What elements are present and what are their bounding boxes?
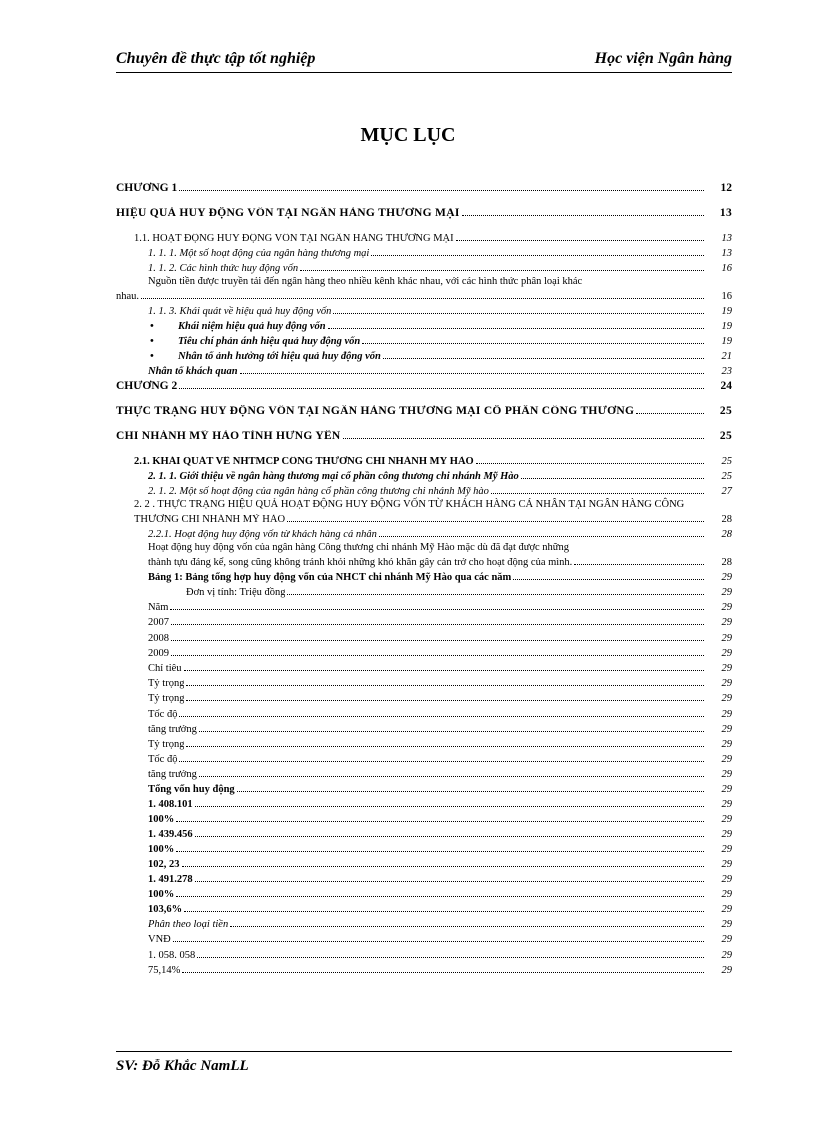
toc-entry-text: thành tựu đáng kể, song cũng không tránh khỏi những khó khăn gây cản trở cho hoạt động của mình. bbox=[148, 557, 573, 568]
toc-entry-text: • Nhân tố ảnh hưởng tới hiệu quả huy động vốn bbox=[150, 351, 381, 362]
toc-entry-text: 1. 1. 2. Các hình thức huy động vốn bbox=[148, 263, 299, 274]
dot-leader bbox=[199, 721, 704, 732]
toc-entry-text: 103,6% bbox=[148, 904, 183, 916]
toc-entry-text: THỰC TRẠNG HUY ĐỘNG VỐN TẠI NGÂN HÀNG THƯƠNG MẠI CỔ PHẦN CÔNG THƯƠNG bbox=[116, 405, 635, 417]
dot-leader bbox=[171, 614, 704, 625]
toc-entry[interactable] bbox=[116, 333, 732, 348]
dot-leader bbox=[195, 796, 704, 807]
toc-page-number: 27 bbox=[721, 486, 732, 497]
dot-leader bbox=[379, 526, 704, 537]
toc-entry-text: 1. 1. 1. Một số hoạt động của ngân hàng thương mại bbox=[148, 248, 370, 259]
toc-chapter-entry[interactable] bbox=[116, 180, 732, 194]
toc-entry[interactable] bbox=[116, 630, 732, 645]
toc-page-number: 29 bbox=[721, 874, 732, 886]
toc-entry[interactable] bbox=[116, 526, 732, 541]
dot-leader bbox=[171, 630, 704, 641]
toc-page-number: 13 bbox=[721, 248, 732, 259]
toc-entry[interactable] bbox=[116, 736, 732, 751]
toc-page-number: 29 bbox=[721, 919, 732, 931]
dot-leader bbox=[476, 453, 704, 464]
toc-entry-text: Phân theo loại tiền bbox=[148, 919, 229, 931]
header-left-title: Chuyên đề thực tập tốt nghiệp bbox=[116, 50, 316, 67]
toc-entry[interactable] bbox=[116, 303, 732, 318]
dot-leader bbox=[240, 363, 704, 374]
toc-page-number: 29 bbox=[721, 949, 732, 961]
dot-leader bbox=[574, 554, 704, 565]
toc-page-number: 29 bbox=[721, 632, 732, 644]
dot-leader bbox=[186, 675, 704, 686]
toc-page-number: 28 bbox=[721, 529, 732, 540]
toc-entry-text: 2009 bbox=[148, 647, 169, 659]
toc-entry[interactable] bbox=[116, 856, 732, 871]
dot-leader bbox=[383, 348, 704, 359]
toc-page-number: 19 bbox=[721, 336, 732, 347]
toc-page-number: 28 bbox=[721, 514, 732, 525]
page-footer bbox=[116, 1051, 732, 1075]
toc-entry[interactable] bbox=[116, 931, 732, 946]
toc-page-number: 29 bbox=[721, 602, 732, 614]
toc-entry-text: Chỉ tiêu bbox=[148, 662, 182, 674]
dot-leader bbox=[173, 931, 704, 942]
toc-page-number: 16 bbox=[721, 291, 732, 302]
dot-leader bbox=[170, 599, 704, 610]
dot-leader bbox=[141, 288, 704, 299]
toc-entry-text: 2.2.1. Hoạt động huy động vốn từ khách hàng cá nhân bbox=[148, 529, 377, 540]
toc-entry[interactable] bbox=[116, 811, 732, 826]
toc-entry[interactable] bbox=[116, 483, 732, 498]
toc-page-number: 13 bbox=[721, 233, 732, 244]
toc-page-number: 29 bbox=[721, 723, 732, 735]
toc-entry[interactable] bbox=[116, 511, 732, 526]
toc-entry[interactable] bbox=[116, 796, 732, 811]
dot-leader bbox=[179, 378, 704, 389]
toc-entry[interactable] bbox=[116, 554, 732, 569]
toc-entry-text: VNĐ bbox=[148, 934, 171, 946]
toc-page-number: 29 bbox=[721, 889, 732, 901]
dot-leader bbox=[328, 318, 704, 329]
toc-entry[interactable] bbox=[116, 403, 732, 417]
toc-entry[interactable] bbox=[116, 721, 732, 736]
dot-leader bbox=[179, 751, 704, 762]
toc-entry-text: 100% bbox=[148, 814, 175, 826]
dot-leader bbox=[182, 962, 704, 973]
toc-page-number: 29 bbox=[721, 587, 732, 598]
toc-page-number: 29 bbox=[721, 844, 732, 856]
toc-entry-text: tăng trưởng bbox=[148, 769, 197, 781]
toc-entry[interactable] bbox=[116, 584, 732, 599]
dot-leader bbox=[182, 856, 705, 867]
toc-entry[interactable] bbox=[116, 675, 732, 690]
dot-leader bbox=[371, 245, 704, 256]
dot-leader bbox=[197, 947, 704, 958]
toc-page-number: 29 bbox=[721, 784, 732, 796]
dot-leader bbox=[333, 303, 704, 314]
dot-leader bbox=[171, 645, 704, 656]
toc-page-number: 29 bbox=[721, 754, 732, 766]
toc-entry-text: 2007 bbox=[148, 617, 169, 629]
toc-entry[interactable] bbox=[116, 348, 732, 363]
toc-page-number: 21 bbox=[721, 351, 732, 362]
toc-entry[interactable] bbox=[116, 599, 732, 614]
toc-entry-text[interactable]: Hoạt động huy động vốn của ngân hàng Công thương chi nhánh Mỹ Hào mặc dù đã đạt được những bbox=[148, 542, 569, 553]
toc-entry[interactable] bbox=[116, 205, 732, 219]
toc-entry[interactable] bbox=[116, 363, 732, 378]
toc-page-number: 29 bbox=[721, 572, 732, 583]
toc-entry[interactable] bbox=[116, 901, 732, 916]
dot-leader bbox=[176, 841, 704, 852]
toc-entry-text: nhau. bbox=[116, 291, 140, 302]
toc-entry-text: 100% bbox=[148, 889, 175, 901]
toc-page-number: 29 bbox=[721, 617, 732, 629]
dot-leader bbox=[195, 871, 704, 882]
dot-leader bbox=[184, 660, 704, 671]
dot-leader bbox=[179, 180, 704, 191]
dot-leader bbox=[513, 569, 704, 580]
dot-leader bbox=[195, 826, 704, 837]
footer-student-name: SV: Đỗ Khắc NamLL bbox=[116, 1058, 249, 1074]
header-right-title: Học viện Ngân hàng bbox=[594, 50, 732, 67]
toc-entry[interactable] bbox=[116, 230, 732, 245]
dot-leader bbox=[636, 403, 704, 414]
toc-entry-text: Tổng vốn huy động bbox=[148, 784, 235, 796]
toc-entry-text: 2.1. KHÁI QUÁT VỀ NHTMCP CÔNG THƯƠNG CHI NHÁNH MỸ HÀO bbox=[134, 456, 474, 467]
toc-page-number: 12 bbox=[720, 182, 732, 194]
dot-leader bbox=[186, 690, 704, 701]
toc-entry[interactable] bbox=[116, 962, 732, 977]
toc-page-number: 25 bbox=[719, 430, 732, 442]
dot-leader bbox=[287, 584, 704, 595]
toc-entry[interactable] bbox=[116, 428, 732, 442]
toc-entry-text: CHI NHÁNH MỸ HÀO TỈNH HƯNG YÊN bbox=[116, 430, 341, 442]
toc-page-number: 19 bbox=[721, 306, 732, 317]
toc-entry-text: 1. 058. 058 bbox=[148, 949, 196, 961]
toc-entry-text: Tỷ trọng bbox=[148, 678, 185, 690]
toc-entry[interactable] bbox=[116, 468, 732, 483]
toc-entry-text: 100% bbox=[148, 844, 175, 856]
toc-entry-text: Năm bbox=[148, 602, 169, 614]
toc-entry[interactable] bbox=[116, 871, 732, 886]
dot-leader bbox=[456, 230, 704, 241]
toc-entry[interactable] bbox=[116, 614, 732, 629]
toc-entry-text: 75,14% bbox=[148, 964, 181, 976]
dot-leader bbox=[237, 781, 704, 792]
toc-page-number: 29 bbox=[721, 647, 732, 659]
table-of-contents bbox=[116, 180, 732, 977]
dot-leader bbox=[287, 511, 704, 522]
toc-page-number: 29 bbox=[721, 738, 732, 750]
toc-page-number: 24 bbox=[720, 380, 732, 392]
toc-page-number: 25 bbox=[719, 405, 732, 417]
toc-entry[interactable] bbox=[116, 260, 732, 275]
toc-entry-text: 2. 1. 2. Một số hoạt động của ngân hàng cổ phần công thương chi nhánh Mỹ hào bbox=[148, 486, 489, 497]
toc-entry-text: THƯƠNG CHI NHÁNH MỸ HÀO bbox=[134, 514, 286, 525]
toc-page-number: 29 bbox=[721, 662, 732, 674]
toc-page-number: 28 bbox=[721, 557, 732, 568]
dot-leader bbox=[300, 260, 704, 271]
page-title: MỤC LỤC bbox=[360, 124, 456, 146]
toc-entry-text[interactable]: 2. 2 . THỰC TRẠNG HIỆU QUẢ HOẠT ĐỘNG HUY ĐỘNG VỐN TỪ KHÁCH HÀNG CÁ NHÂN TẠI NGÂN HÀNG CÔNG bbox=[134, 499, 685, 510]
dot-leader bbox=[491, 483, 704, 494]
toc-entry[interactable] bbox=[116, 569, 732, 584]
toc-entry-text: CHƯƠNG 1 bbox=[116, 182, 178, 194]
toc-page-number: 13 bbox=[719, 207, 732, 219]
toc-entry-text: HIỆU QUẢ HUY ĐỘNG VỐN TẠI NGÂN HÀNG THƯƠNG MẠI bbox=[116, 207, 460, 219]
toc-entry-text: Tốc độ bbox=[148, 708, 178, 720]
dot-leader bbox=[199, 766, 704, 777]
toc-entry[interactable] bbox=[116, 841, 732, 856]
toc-entry-text: 1. 408.101 bbox=[148, 799, 193, 811]
toc-entry-text: Tỷ trọng bbox=[148, 693, 185, 705]
toc-entry-text: 2. 1. 1. Giới thiệu về ngân hàng thương mại cổ phần công thương chi nhánh Mỹ Hào bbox=[148, 471, 519, 482]
toc-entry-text: Đơn vị tính: Triệu đồng bbox=[186, 587, 286, 598]
toc-entry[interactable] bbox=[116, 660, 732, 675]
toc-entry[interactable] bbox=[116, 706, 732, 721]
toc-entry[interactable] bbox=[116, 245, 732, 260]
toc-entry-text: 1. 491.278 bbox=[148, 874, 193, 886]
toc-entry-text: • Tiêu chí phản ánh hiệu quả huy động vốn bbox=[150, 336, 360, 347]
toc-entry-text: 1.1. HOẠT ĐỘNG HUY ĐỘNG VỐN TẠI NGÂN HÀNG THƯƠNG MẠI bbox=[134, 233, 454, 244]
toc-entry[interactable] bbox=[116, 318, 732, 333]
toc-page-number: 25 bbox=[721, 456, 732, 467]
toc-page-number: 29 bbox=[721, 904, 732, 916]
toc-entry[interactable] bbox=[116, 947, 732, 962]
toc-entry[interactable] bbox=[116, 781, 732, 796]
toc-entry-text: Bảng 1: Bảng tổng hợp huy động vốn của NHCT chi nhánh Mỹ Hào qua các năm bbox=[148, 572, 512, 583]
toc-entry[interactable] bbox=[116, 916, 732, 931]
dot-leader bbox=[343, 428, 704, 439]
toc-chapter-entry[interactable] bbox=[116, 378, 732, 392]
toc-entry[interactable] bbox=[116, 645, 732, 660]
dot-leader bbox=[362, 333, 704, 344]
dot-leader bbox=[521, 468, 704, 479]
dot-leader bbox=[462, 205, 704, 216]
toc-page-number: 29 bbox=[721, 678, 732, 690]
toc-page-number: 29 bbox=[721, 859, 732, 871]
toc-entry-text: Tốc độ bbox=[148, 754, 178, 766]
toc-page-number: 23 bbox=[721, 366, 732, 377]
toc-entry-text: CHƯƠNG 2 bbox=[116, 380, 178, 392]
toc-entry-text: tăng trưởng bbox=[148, 723, 197, 735]
toc-page-number: 29 bbox=[721, 693, 732, 705]
toc-entry[interactable] bbox=[116, 886, 732, 901]
toc-entry-text: 2008 bbox=[148, 632, 169, 644]
toc-entry[interactable] bbox=[116, 690, 732, 705]
toc-page-number: 29 bbox=[721, 769, 732, 781]
page-header bbox=[116, 46, 732, 73]
dot-leader bbox=[230, 916, 704, 927]
toc-entry[interactable] bbox=[116, 288, 732, 303]
toc-entry[interactable] bbox=[116, 826, 732, 841]
dot-leader bbox=[176, 811, 704, 822]
toc-page-number: 29 bbox=[721, 964, 732, 976]
toc-entry-text: Nhân tố khách quan bbox=[148, 366, 238, 377]
toc-entry-text: • Khái niệm hiệu quả huy động vốn bbox=[150, 321, 326, 332]
toc-entry[interactable] bbox=[116, 453, 732, 468]
toc-entry[interactable] bbox=[116, 751, 732, 766]
dot-leader bbox=[176, 886, 704, 897]
toc-page-number: 16 bbox=[721, 263, 732, 274]
toc-page-number: 29 bbox=[721, 829, 732, 841]
toc-page-number: 29 bbox=[721, 708, 732, 720]
toc-page-number: 29 bbox=[721, 934, 732, 946]
toc-page-number: 29 bbox=[721, 799, 732, 811]
dot-leader bbox=[186, 736, 704, 747]
toc-entry[interactable] bbox=[116, 766, 732, 781]
toc-page-number: 25 bbox=[721, 471, 732, 482]
toc-entry-text: Tỷ trọng bbox=[148, 738, 185, 750]
toc-page-number: 29 bbox=[721, 814, 732, 826]
toc-entry-text[interactable]: Nguồn tiền được truyền tải đến ngân hàng theo nhiều kênh khác nhau, với các hình thức phân loại khác bbox=[148, 276, 583, 287]
toc-entry-text: 1. 439.456 bbox=[148, 829, 193, 841]
dot-leader bbox=[179, 706, 704, 717]
toc-entry-text: 1. 1. 3. Khái quát về hiệu quả huy động vốn bbox=[148, 306, 332, 317]
toc-entry-text: 102, 23 bbox=[148, 859, 180, 871]
toc-page-number: 19 bbox=[721, 321, 732, 332]
dot-leader bbox=[184, 901, 704, 912]
